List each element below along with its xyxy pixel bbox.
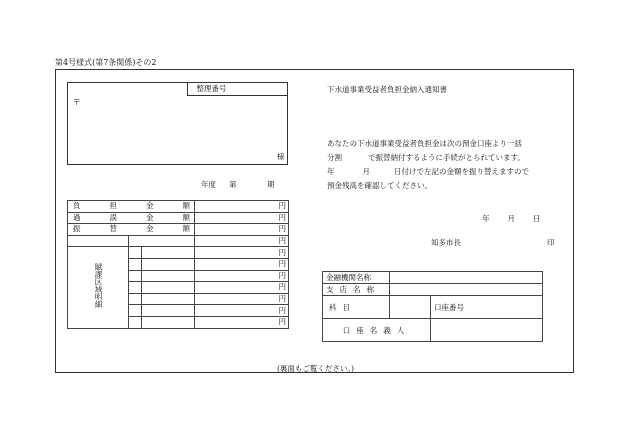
amount-unit: 円 [195, 305, 289, 317]
body-year: 年 [327, 167, 335, 176]
table-row [323, 284, 543, 296]
account-type-value [390, 296, 431, 319]
amount-unit: 円 [195, 212, 289, 224]
amount-unit: 円 [195, 293, 289, 305]
notice-title: 下水道事業受益者負担金納入通知書 [327, 85, 447, 94]
period-ki: 期 [267, 180, 275, 189]
table-row [323, 296, 543, 319]
bank-branch-value [390, 284, 543, 296]
amount-table [67, 200, 289, 329]
period-nendo: 年度 [201, 180, 216, 189]
body-installment: 分割 [327, 153, 342, 162]
amount-label: 過誤金額 [68, 212, 195, 224]
table-row [68, 235, 289, 247]
body-line-4: 預金残高を確認してください。 [327, 181, 432, 190]
bank-institution-value [390, 272, 543, 284]
table-row [323, 319, 543, 342]
body-date-text: 日付けで左記の金額を振り替えますので [394, 167, 529, 176]
amount-unit: 円 [195, 247, 289, 259]
date-month: 月 [507, 214, 515, 223]
amount-label: 負担金額 [68, 201, 195, 213]
footer-note: (裏面もご覧ください。) [277, 364, 355, 373]
amount-unit: 円 [195, 282, 289, 294]
table-row [323, 272, 543, 284]
body-line-3 [327, 165, 529, 179]
issue-date [482, 213, 541, 224]
seiri-number-field [235, 82, 288, 96]
account-holder-value [431, 319, 543, 342]
bank-account-table [322, 271, 543, 342]
honorific-sama: 様 [277, 152, 285, 161]
period-dai: 第 [229, 180, 237, 189]
table-row [68, 247, 289, 259]
body-transfer-text: で振替納付するように手続がとられています。 [368, 153, 525, 162]
date-day: 日 [533, 214, 541, 223]
account-holder-label: 口座名義人 [323, 319, 431, 342]
amount-unit: 円 [195, 224, 289, 236]
bank-branch-label: 支店名称 [323, 284, 390, 296]
amount-unit: 円 [195, 235, 289, 247]
body-month: 月 [362, 167, 370, 176]
amount-unit: 円 [195, 270, 289, 282]
table-row [68, 224, 289, 236]
bank-institution-label: 金融機関名称 [323, 272, 390, 284]
account-type-label: 科目 [323, 296, 390, 319]
account-number-label: 口座番号 [431, 296, 543, 319]
postal-mark: 〒 [73, 98, 81, 107]
seal-mark: 印 [547, 238, 555, 247]
amount-label: 振替金額 [68, 224, 195, 236]
amount-unit: 円 [195, 201, 289, 213]
body-line-2 [327, 151, 529, 165]
amount-unit: 円 [195, 316, 289, 328]
notice-body [327, 137, 529, 193]
date-year: 年 [482, 214, 490, 223]
body-line-1: あなたの下水道事業受益者負担金は次の預金口座より一括 [327, 139, 522, 148]
breakdown-vertical-label [68, 247, 129, 328]
table-row [68, 201, 289, 213]
table-row [68, 212, 289, 224]
form-number: 第4号様式(第7条関係)その2 [55, 58, 157, 67]
amount-unit: 円 [195, 258, 289, 270]
seiri-number-label: 整理番号 [187, 82, 235, 96]
breakdown-label: 賦課区域明細 [94, 263, 103, 309]
issuer-mayor: 知多市長 [431, 238, 461, 247]
